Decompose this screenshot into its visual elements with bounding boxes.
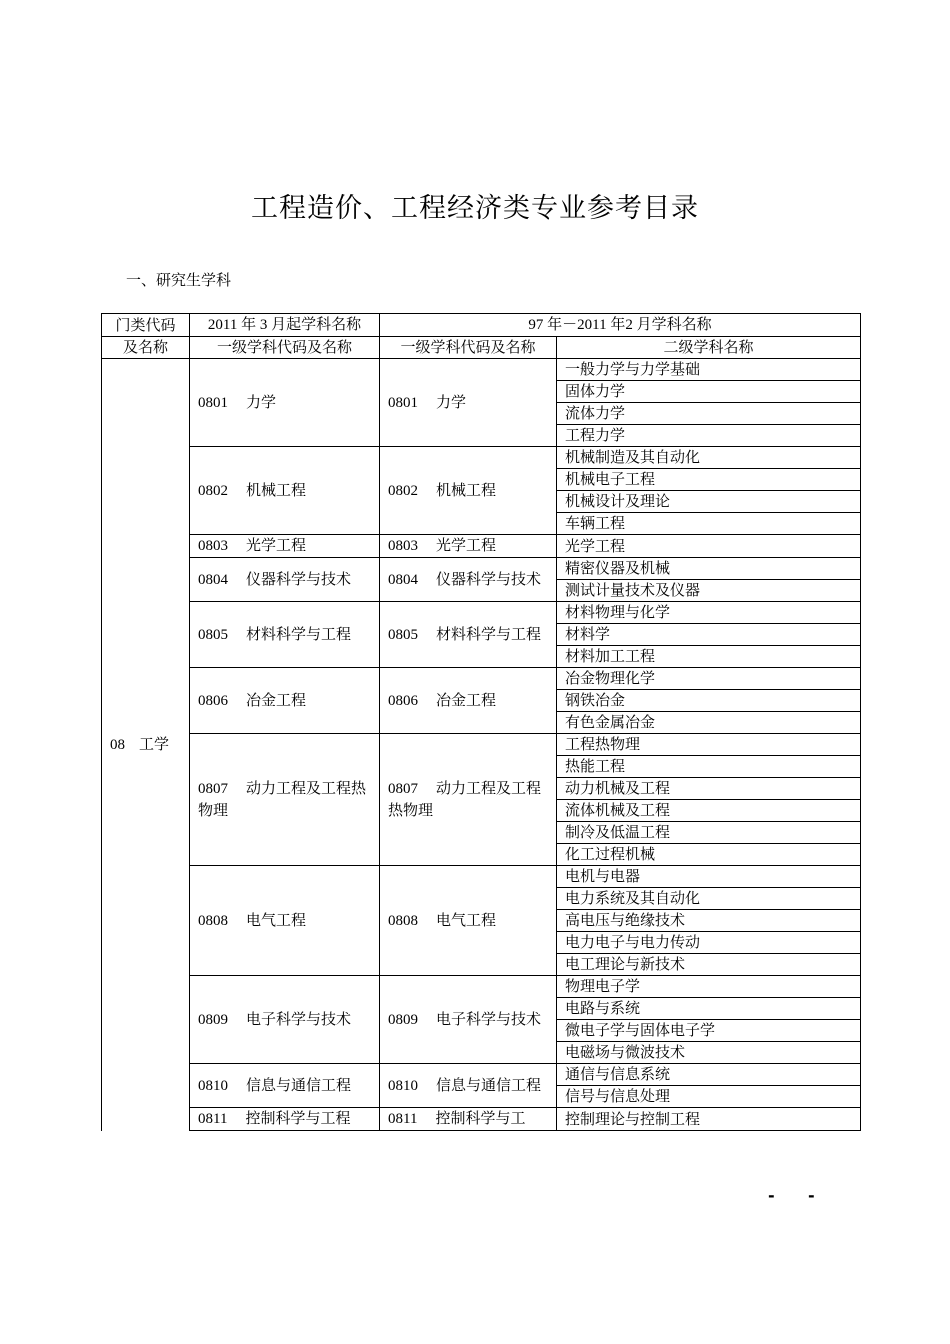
category-code: 08 <box>110 736 125 753</box>
section-heading: 一、研究生学科 <box>126 271 232 289</box>
new-first-level-cell <box>190 734 380 866</box>
subject-code: 0801 <box>388 394 418 411</box>
old-first-level-cell <box>380 1064 557 1108</box>
category-cell <box>102 359 190 1131</box>
old-first-level-cell <box>380 866 557 976</box>
second-level-subject: 制冷及低温工程 <box>557 822 861 844</box>
subject-code: 0805 <box>198 626 228 643</box>
catalog-row <box>102 1064 861 1086</box>
subject-code: 0808 <box>388 912 418 929</box>
old-first-level-cell <box>380 447 557 535</box>
subject-code: 0811 <box>198 1111 228 1127</box>
second-level-subject: 电力电子与电力传动 <box>557 932 861 954</box>
new-first-level-cell <box>190 976 380 1064</box>
subject-code: 0807 <box>198 781 228 797</box>
second-level-subject: 通信与信息系统 <box>557 1064 861 1086</box>
subject-name: 冶金工程 <box>436 690 497 709</box>
old-first-level-cell <box>380 976 557 1064</box>
new-first-level-cell <box>190 602 380 668</box>
second-level-subject: 材料加工工程 <box>557 646 861 668</box>
header-old-first-level: 一级学科代码及名称 <box>380 337 557 359</box>
new-first-level-cell <box>190 866 380 976</box>
second-level-subject: 化工过程机械 <box>557 844 861 866</box>
header-old-subject-names: 97 年－2011 年2 月学科名称 <box>380 314 861 337</box>
subject-name: 电气工程 <box>436 910 497 929</box>
catalog-row <box>102 602 861 624</box>
page-title: 工程造价、工程经济类专业参考目录 <box>251 193 699 224</box>
new-first-level-cell <box>190 535 380 558</box>
second-level-subject: 冶金物理化学 <box>557 668 861 690</box>
subject-code: 0802 <box>388 482 418 499</box>
subject-name: 光学工程 <box>246 536 307 554</box>
second-level-subject: 动力机械及工程 <box>557 778 861 800</box>
catalog-row <box>102 668 861 690</box>
second-level-subject: 机械设计及理论 <box>557 491 861 513</box>
old-first-level-cell <box>380 1108 557 1131</box>
footer-dash-left: - <box>768 1186 775 1205</box>
header-row-1 <box>102 314 861 337</box>
new-first-level-cell <box>190 1064 380 1108</box>
second-level-subject: 信号与信息处理 <box>557 1086 861 1108</box>
subject-code: 0809 <box>198 1011 228 1028</box>
catalog-row <box>102 976 861 998</box>
second-level-subject: 一般力学与力学基础 <box>557 359 861 381</box>
new-first-level-cell <box>190 447 380 535</box>
category-name: 工学 <box>139 734 170 753</box>
subject-code: 0803 <box>388 538 418 554</box>
subject-name: 控制科学与工程 <box>245 1109 351 1127</box>
second-level-subject: 电磁场与微波技术 <box>557 1042 861 1064</box>
second-level-subject: 微电子学与固体电子学 <box>557 1020 861 1042</box>
second-level-subject: 材料物理与化学 <box>557 602 861 624</box>
second-level-subject: 流体机械及工程 <box>557 800 861 822</box>
second-level-subject: 钢铁冶金 <box>557 690 861 712</box>
header-new-subject-names: 2011 年 3 月起学科名称 <box>190 314 380 337</box>
new-first-level-cell <box>190 359 380 447</box>
old-first-level-cell <box>380 558 557 602</box>
second-level-subject: 材料学 <box>557 624 861 646</box>
new-first-level-cell <box>190 558 380 602</box>
subject-code: 0806 <box>388 692 418 709</box>
second-level-subject: 物理电子学 <box>557 976 861 998</box>
catalog-row <box>102 734 861 756</box>
second-level-subject: 电工理论与新技术 <box>557 954 861 976</box>
subject-name: 机械工程 <box>246 480 307 499</box>
second-level-subject: 工程力学 <box>557 425 861 447</box>
subject-code: 0804 <box>388 571 418 588</box>
subject-name: 控制科学与工 <box>435 1109 526 1127</box>
subject-name: 冶金工程 <box>246 690 307 709</box>
subject-name: 材料科学与工程 <box>436 624 542 643</box>
catalog-row <box>102 447 861 469</box>
subject-code: 0808 <box>198 912 228 929</box>
subject-name: 材料科学与工程 <box>246 624 352 643</box>
subject-code: 0810 <box>198 1077 228 1094</box>
new-first-level-cell <box>190 668 380 734</box>
second-level-subject: 热能工程 <box>557 756 861 778</box>
second-level-subject: 电力系统及其自动化 <box>557 888 861 910</box>
subject-code: 0806 <box>198 692 228 709</box>
header-new-first-level: 一级学科代码及名称 <box>190 337 380 359</box>
subject-code: 0811 <box>388 1111 418 1127</box>
catalog-row <box>102 558 861 580</box>
old-first-level-cell <box>380 535 557 558</box>
second-level-subject: 机械电子工程 <box>557 469 861 491</box>
header-category-line1: 门类代码 <box>102 314 190 337</box>
subject-name: 电子科学与技术 <box>246 1009 352 1028</box>
subject-code: 0801 <box>198 394 228 411</box>
second-level-subject: 测试计量技术及仪器 <box>557 580 861 602</box>
subject-code: 0810 <box>388 1077 418 1094</box>
subject-code: 0804 <box>198 571 228 588</box>
subject-name: 机械工程 <box>436 480 497 499</box>
catalog-row <box>102 866 861 888</box>
old-first-level-cell <box>380 734 557 866</box>
second-level-subject: 控制理论与控制工程 <box>557 1108 861 1131</box>
subject-name: 仪器科学与技术 <box>436 569 542 588</box>
subject-name: 电子科学与技术 <box>436 1009 542 1028</box>
second-level-subject: 电机与电器 <box>557 866 861 888</box>
old-first-level-cell <box>380 668 557 734</box>
second-level-subject: 电路与系统 <box>557 998 861 1020</box>
subject-catalog-table <box>101 313 861 1131</box>
subject-code: 0802 <box>198 482 228 499</box>
new-first-level-cell <box>190 1108 380 1131</box>
catalog-row <box>102 1108 861 1131</box>
subject-name: 动力工程及工程热物理 <box>388 779 542 819</box>
subject-code: 0805 <box>388 626 418 643</box>
header-category-line2: 及名称 <box>102 337 190 359</box>
header-second-level: 二级学科名称 <box>557 337 861 359</box>
second-level-subject: 工程热物理 <box>557 734 861 756</box>
subject-name: 力学 <box>436 392 467 411</box>
old-first-level-cell <box>380 359 557 447</box>
subject-code: 0807 <box>388 781 418 797</box>
second-level-subject: 有色金属冶金 <box>557 712 861 734</box>
footer-dash-right: - <box>808 1186 815 1205</box>
subject-name: 力学 <box>246 392 277 411</box>
second-level-subject: 精密仪器及机械 <box>557 558 861 580</box>
subject-name: 动力工程及工程热物理 <box>198 779 367 819</box>
subject-name: 信息与通信工程 <box>246 1075 352 1094</box>
second-level-subject: 光学工程 <box>557 535 861 558</box>
catalog-row <box>102 535 861 558</box>
subject-name: 电气工程 <box>246 910 307 929</box>
subject-code: 0803 <box>198 538 228 554</box>
second-level-subject: 固体力学 <box>557 381 861 403</box>
subject-name: 仪器科学与技术 <box>246 569 352 588</box>
subject-name: 光学工程 <box>436 536 497 554</box>
second-level-subject: 车辆工程 <box>557 513 861 535</box>
subject-code: 0809 <box>388 1011 418 1028</box>
subject-name: 信息与通信工程 <box>436 1075 542 1094</box>
catalog-row <box>102 359 861 381</box>
second-level-subject: 机械制造及其自动化 <box>557 447 861 469</box>
old-first-level-cell <box>380 602 557 668</box>
second-level-subject: 高电压与绝缘技术 <box>557 910 861 932</box>
header-row-2 <box>102 337 861 359</box>
second-level-subject: 流体力学 <box>557 403 861 425</box>
